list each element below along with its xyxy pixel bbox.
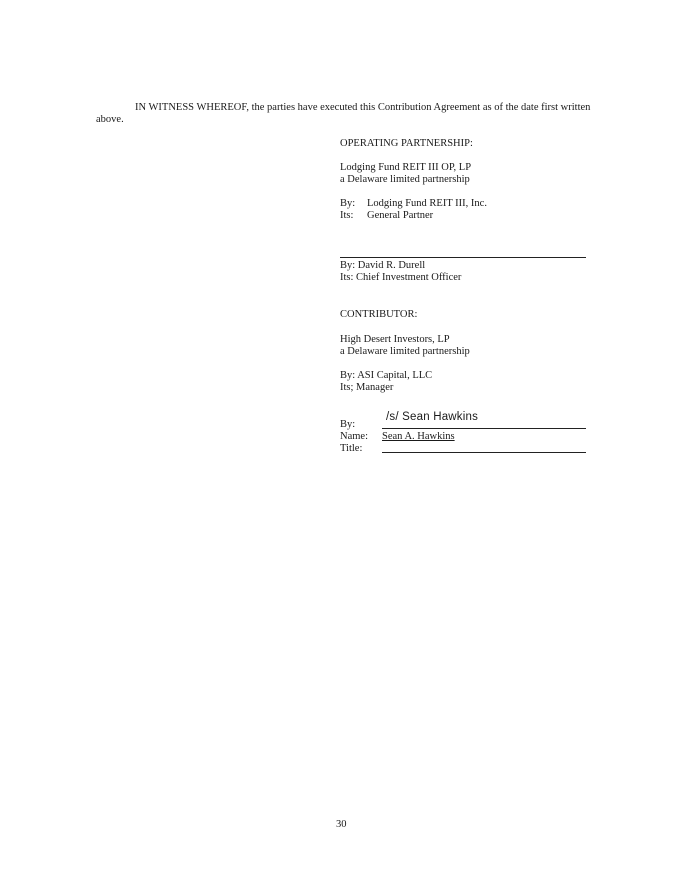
op-signature-line <box>340 257 586 258</box>
op-by-value: Lodging Fund REIT III, Inc. <box>367 198 487 209</box>
witness-clause-line1: IN WITNESS WHEREOF, the parties have executed this Contribution Agreement as of the date first written <box>135 102 591 113</box>
contributor-name-value: Sean A. Hawkins <box>382 431 455 442</box>
contributor-its-line: Its; Manager <box>340 382 394 393</box>
contributor-sig-by-label: By: <box>340 419 356 430</box>
by-signature-line <box>382 428 586 429</box>
contributor-entity-type: a Delaware limited partnership <box>340 346 470 357</box>
op-signer-by: By: David R. Durell <box>340 260 426 271</box>
op-signer-its: Its: Chief Investment Officer <box>340 272 462 283</box>
op-entity-name: Lodging Fund REIT III OP, LP <box>340 162 472 173</box>
contributor-by-line: By: ASI Capital, LLC <box>340 370 433 381</box>
page-number: 30 <box>336 819 347 830</box>
op-by-label: By: <box>340 198 356 209</box>
operating-partnership-heading: OPERATING PARTNERSHIP: <box>340 138 473 149</box>
witness-clause-line2: above. <box>96 114 124 125</box>
op-its-label: Its: <box>340 210 354 221</box>
contributor-entity-name: High Desert Investors, LP <box>340 334 450 345</box>
contributor-heading: CONTRIBUTOR: <box>340 309 418 320</box>
title-line <box>382 452 586 453</box>
signature-conformed: /s/ Sean Hawkins <box>386 411 479 423</box>
op-entity-type: a Delaware limited partnership <box>340 174 470 185</box>
op-its-value: General Partner <box>367 210 434 221</box>
contributor-name-label: Name: <box>340 431 368 442</box>
contributor-title-label: Title: <box>340 443 363 454</box>
